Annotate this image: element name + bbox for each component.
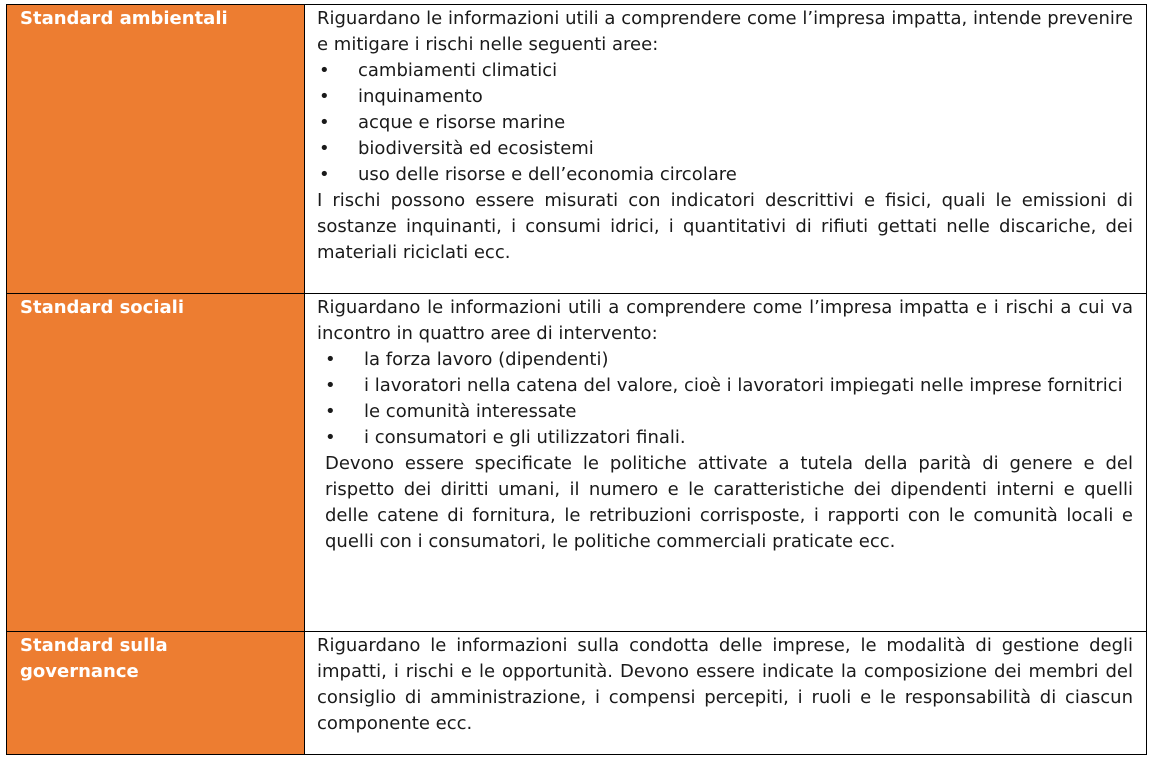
- row-label-governance: [7, 632, 305, 755]
- table-row-social: [7, 294, 1147, 632]
- list-item: • biodiversità ed ecosistemi: [317, 136, 1133, 162]
- list-item: • la forza lavoro (dipendenti): [317, 347, 1133, 373]
- list-item: • uso delle risorse e dell’economia circolare: [317, 162, 1133, 188]
- row-description-social: [305, 294, 1147, 632]
- row-label-text: Standard sociali: [20, 297, 184, 318]
- row-label-social: [7, 294, 305, 632]
- table-row-environmental: [7, 5, 1147, 294]
- list-item: • i consumatori e gli utilizzatori finali.: [317, 425, 1133, 451]
- intro-paragraph: Riguardano le informazioni utili a comprendere come l’impresa impatta, intende prevenire e mitigare i rischi nelle seguenti aree:: [317, 8, 1133, 55]
- list-item: • i lavoratori nella catena del valore, cioè i lavoratori impiegati nelle imprese fornitrici: [317, 373, 1133, 399]
- bullet-list: [317, 58, 1133, 188]
- table-row-governance: [7, 632, 1147, 755]
- intro-paragraph: Riguardano le informazioni utili a comprendere come l’impresa impatta e i rischi a cui va incontro in quattro aree di intervento:: [317, 297, 1133, 344]
- standards-table: [6, 4, 1147, 755]
- list-item: • acque e risorse marine: [317, 110, 1133, 136]
- outro-paragraph: Devono essere specificate le politiche attivate a tutela della parità di genere e del rispetto dei diritti umani, il numero e le caratteristiche dei dipendenti interni e quelli delle catene di fornitura, le retribuzioni corrisposte, i rapporti con le comunità locali e quelli con i consumatori, le politiche commerciali praticate ecc.: [325, 453, 1133, 552]
- outro-paragraph: I rischi possono essere misurati con indicatori descrittivi e fisici, quali le emissioni di sostanze inquinanti, i consumi idrici, i quantitativi di rifiuti gettati nelle discariche, dei materiali riciclati ecc.: [317, 190, 1133, 263]
- bullet-list: [317, 347, 1133, 451]
- list-item: • inquinamento: [317, 84, 1133, 110]
- list-item: • cambiamenti climatici: [317, 58, 1133, 84]
- row-label-environmental: [7, 5, 305, 294]
- row-description-governance: [305, 632, 1147, 755]
- description-paragraph: Riguardano le informazioni sulla condotta delle imprese, le modalità di gestione degli impatti, i rischi e le opportunità. Devono essere indicate la composizione dei membri del consiglio di amministrazione, i compensi percepiti, i ruoli e le responsabilità di ciascun componente ecc.: [317, 635, 1133, 734]
- list-item: • le comunità interessate: [317, 399, 1133, 425]
- row-description-environmental: [305, 5, 1147, 294]
- row-label-line: governance: [20, 661, 139, 682]
- row-label-text: Standard ambientali: [20, 8, 228, 29]
- row-label-line: Standard sulla: [20, 635, 168, 656]
